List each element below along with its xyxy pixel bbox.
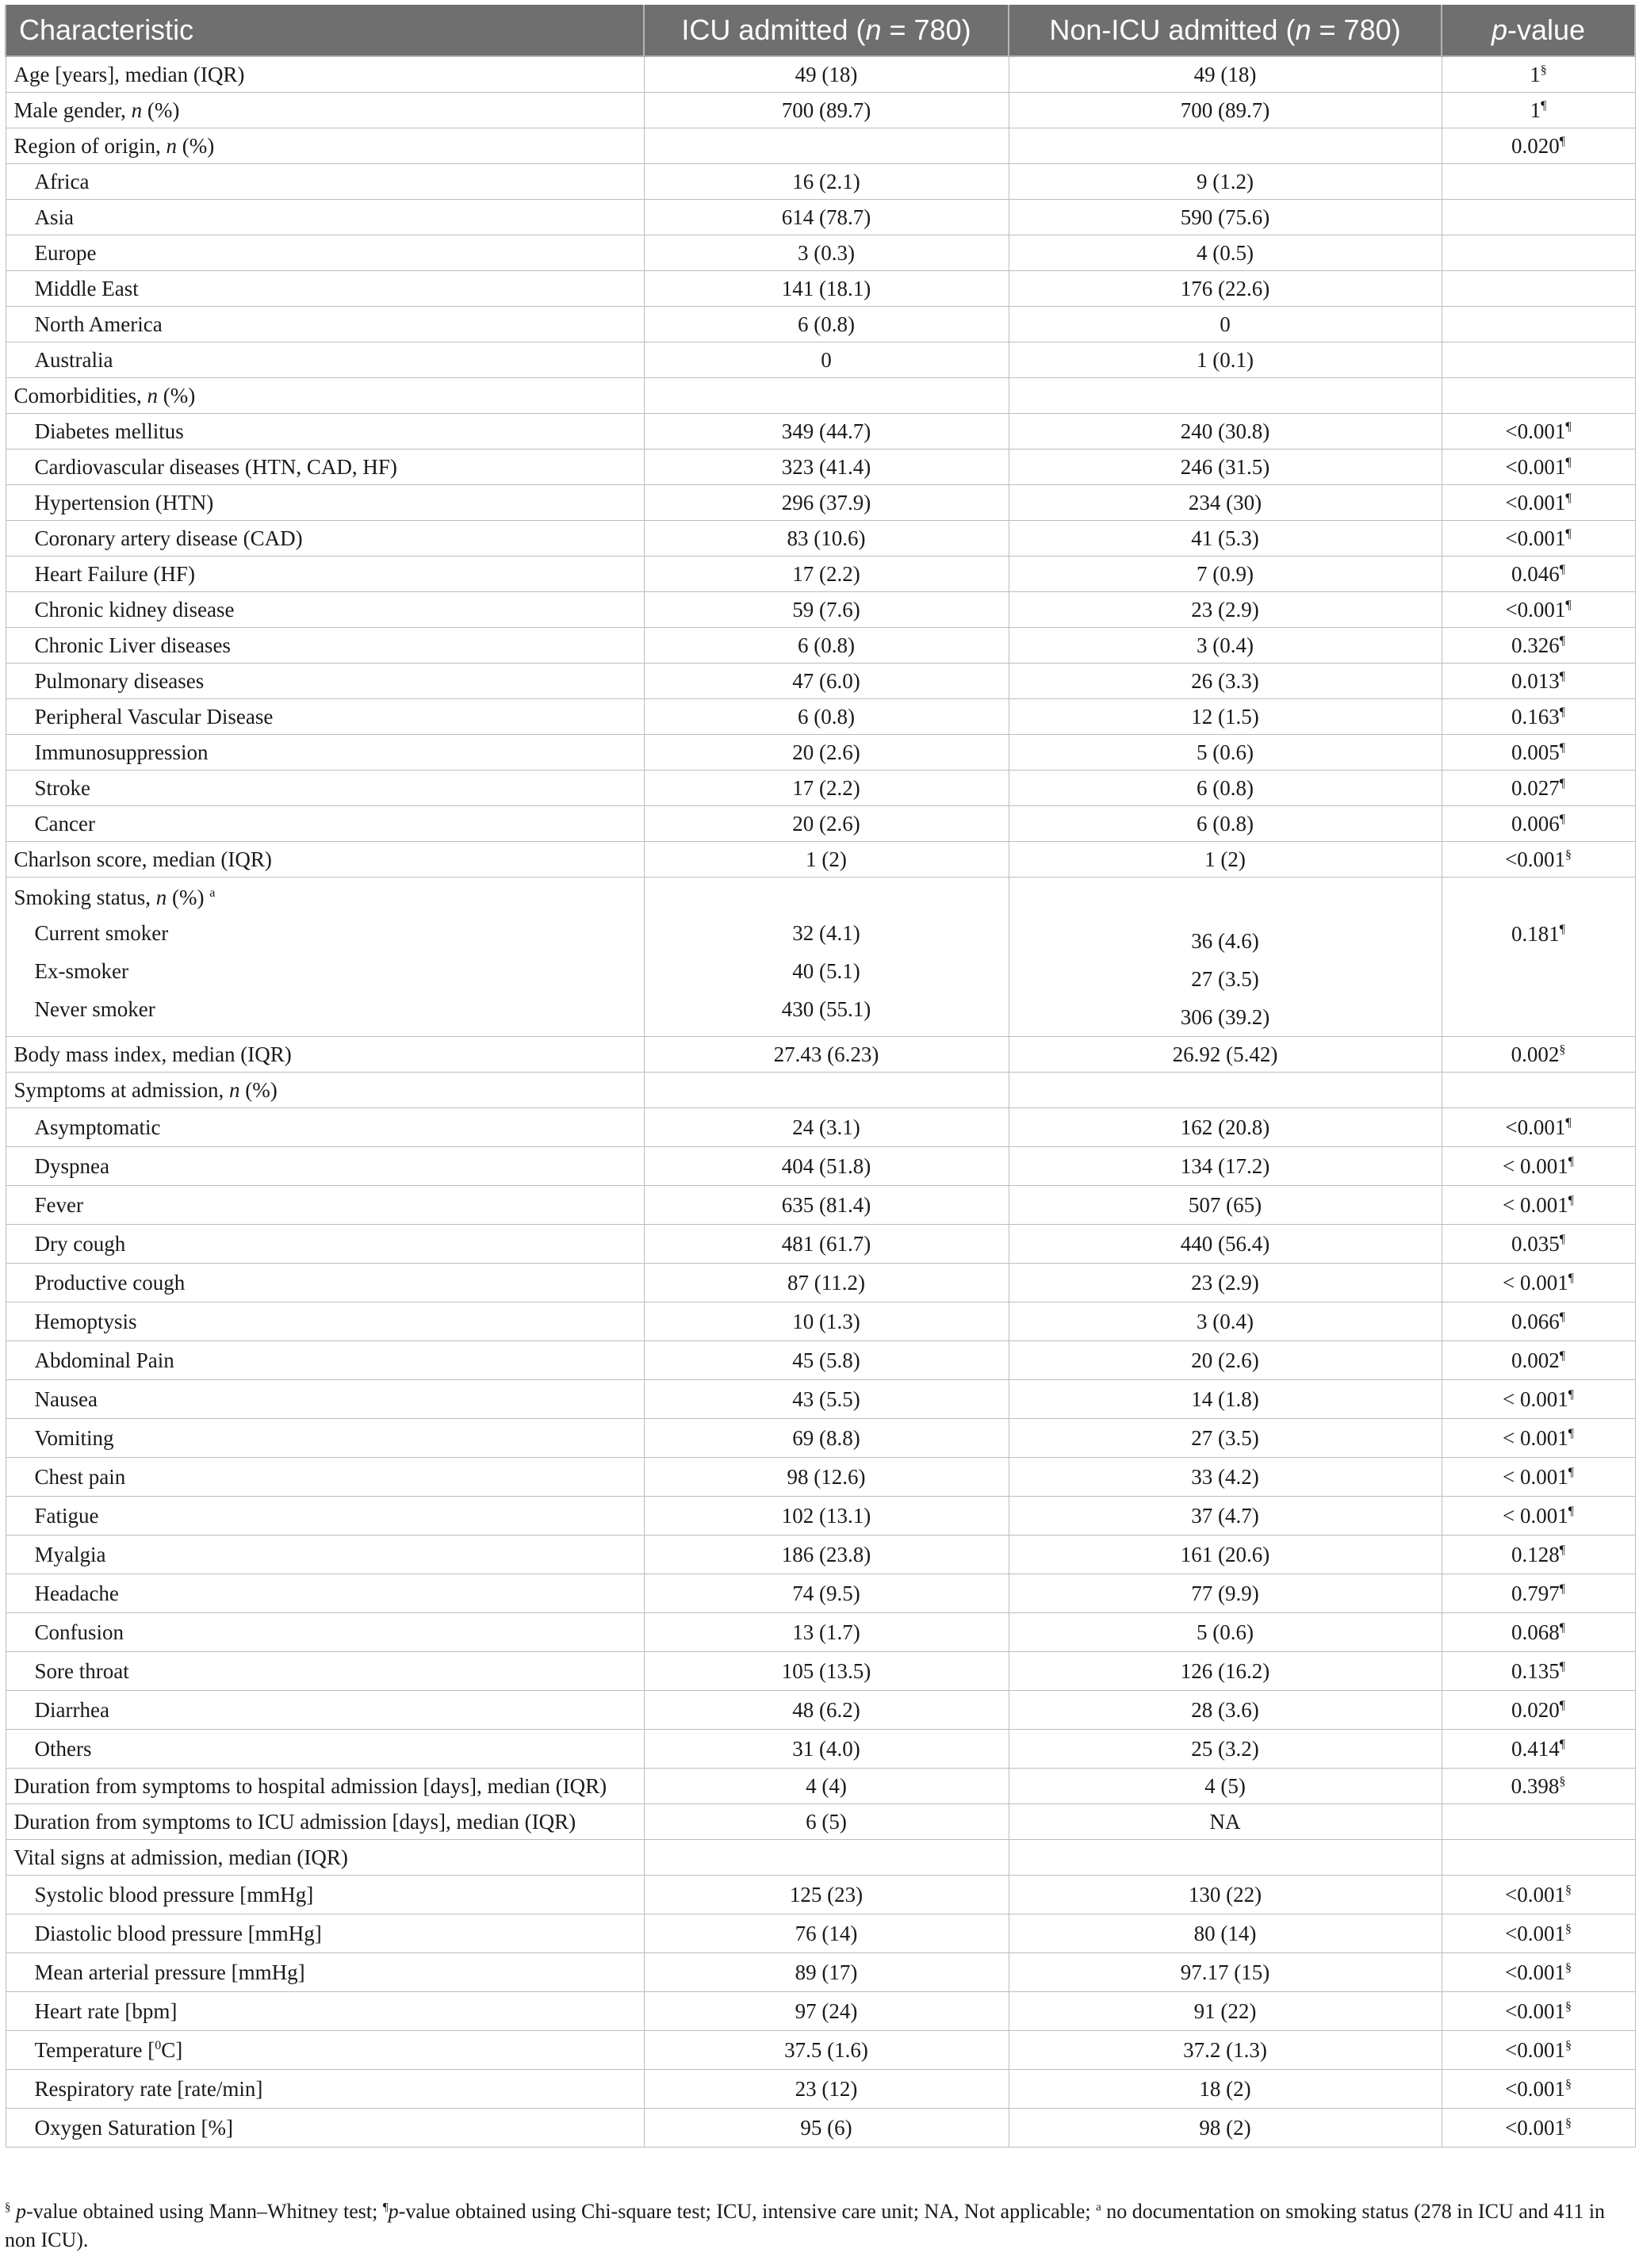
p-value: 0.005¶ bbox=[1442, 735, 1635, 771]
smoking-non-icu: 36 (4.6) bbox=[1191, 929, 1259, 953]
row-label: Cancer bbox=[6, 806, 644, 842]
comorbidity-row bbox=[6, 806, 1635, 842]
icu-value: 105 (13.5) bbox=[644, 1652, 1009, 1691]
non-icu-value: 80 (14) bbox=[1009, 1914, 1442, 1953]
non-icu-value: 5 (0.6) bbox=[1009, 735, 1442, 771]
non-icu-value bbox=[1009, 378, 1442, 414]
symptom-row bbox=[6, 1147, 1635, 1186]
row-label: Respiratory rate [rate/min] bbox=[6, 2070, 644, 2109]
comorbidity-row bbox=[6, 664, 1635, 699]
icu-value: 323 (41.4) bbox=[644, 449, 1009, 485]
icu-value: 614 (78.7) bbox=[644, 200, 1009, 235]
icu-value: 98 (12.6) bbox=[644, 1458, 1009, 1497]
p-value bbox=[1442, 307, 1635, 342]
row-comorbidities bbox=[6, 378, 1635, 414]
non-icu-value: 14 (1.8) bbox=[1009, 1380, 1442, 1419]
characteristics-table bbox=[5, 5, 1636, 2148]
row-label: North America bbox=[6, 307, 644, 342]
comorbidity-row bbox=[6, 485, 1635, 521]
non-icu-value: 507 (65) bbox=[1009, 1186, 1442, 1225]
row-label: Region of origin, n (%) bbox=[6, 128, 644, 164]
icu-value: 186 (23.8) bbox=[644, 1536, 1009, 1574]
icu-value: 700 (89.7) bbox=[644, 93, 1009, 128]
symptom-row bbox=[6, 1186, 1635, 1225]
non-icu-value: 3 (0.4) bbox=[1009, 628, 1442, 664]
smoking-icu: 430 (55.1) bbox=[781, 997, 871, 1021]
row-label: Vital signs at admission, median (IQR) bbox=[6, 1840, 644, 1876]
p-value: <0.001§ bbox=[1442, 842, 1635, 878]
icu-value bbox=[644, 1840, 1009, 1876]
p-value: < 0.001¶ bbox=[1442, 1380, 1635, 1419]
icu-value: 31 (4.0) bbox=[644, 1730, 1009, 1769]
p-value: <0.001¶ bbox=[1442, 414, 1635, 449]
smoking-label: Never smoker bbox=[34, 997, 155, 1021]
symptom-row bbox=[6, 1652, 1635, 1691]
p-value: 1¶ bbox=[1442, 93, 1635, 128]
icu-value: 13 (1.7) bbox=[644, 1613, 1009, 1652]
row-label: Productive cough bbox=[6, 1264, 644, 1302]
p-value: 0.398§ bbox=[1442, 1769, 1635, 1804]
non-icu-value: 28 (3.6) bbox=[1009, 1691, 1442, 1730]
comorbidity-row bbox=[6, 735, 1635, 771]
icu-value: 17 (2.2) bbox=[644, 771, 1009, 806]
icu-value: 404 (51.8) bbox=[644, 1147, 1009, 1186]
non-icu-value: 26.92 (5.42) bbox=[1009, 1037, 1442, 1073]
table-footnote: § p-value obtained using Mann–Whitney test; ¶p-value obtained using Chi-square test; ICU, intensive care unit; NA, Not applicable; $^a$ no documentation on smoking status (278 in ICU and 411 in non ICU). bbox=[5, 2200, 1606, 2251]
icu-value: 47 (6.0) bbox=[644, 664, 1009, 699]
non-icu-value: 130 (22) bbox=[1009, 1876, 1442, 1914]
icu-value: 45 (5.8) bbox=[644, 1341, 1009, 1380]
symptom-row bbox=[6, 1691, 1635, 1730]
icu-value: 141 (18.1) bbox=[644, 271, 1009, 307]
row-male-gender bbox=[6, 93, 1635, 128]
p-value bbox=[1442, 164, 1635, 200]
non-icu-value: 234 (30) bbox=[1009, 485, 1442, 521]
symptom-row bbox=[6, 1380, 1635, 1419]
icu-value: 0 bbox=[644, 342, 1009, 378]
non-icu-value bbox=[1009, 1073, 1442, 1108]
row-label: Temperature [$^0$C] bbox=[6, 2031, 644, 2070]
p-value: 0.006¶ bbox=[1442, 806, 1635, 842]
icu-value bbox=[644, 1073, 1009, 1108]
smoking-icu-values bbox=[653, 914, 1001, 1028]
p-value: 0.002§ bbox=[1442, 1037, 1635, 1073]
smoking-non-icu: 306 (39.2) bbox=[1180, 1005, 1270, 1029]
non-icu-value: 23 (2.9) bbox=[1009, 1264, 1442, 1302]
row-charlson bbox=[6, 842, 1635, 878]
row-label: Sore throat bbox=[6, 1652, 644, 1691]
icu-value: 59 (7.6) bbox=[644, 592, 1009, 628]
icu-value: 97 (24) bbox=[644, 1992, 1009, 2031]
row-label: Duration from symptoms to ICU admission [days], median (IQR) bbox=[6, 1804, 644, 1840]
smoking-label: Current smoker bbox=[34, 921, 169, 945]
p-value: < 0.001¶ bbox=[1442, 1419, 1635, 1458]
vital-sign-row bbox=[6, 1953, 1635, 1992]
row-label: Africa bbox=[6, 164, 644, 200]
non-icu-value: 23 (2.9) bbox=[1009, 592, 1442, 628]
non-icu-value: 12 (1.5) bbox=[1009, 699, 1442, 735]
non-icu-value: 162 (20.8) bbox=[1009, 1108, 1442, 1147]
row-label: Coronary artery disease (CAD) bbox=[6, 521, 644, 556]
p-value: <0.001§ bbox=[1442, 2031, 1635, 2070]
row-label: Hypertension (HTN) bbox=[6, 485, 644, 521]
non-icu-value: 25 (3.2) bbox=[1009, 1730, 1442, 1769]
non-icu-value: 27 (3.5) bbox=[1009, 1419, 1442, 1458]
vital-sign-row bbox=[6, 2070, 1635, 2109]
row-label: Dyspnea bbox=[6, 1147, 644, 1186]
row-label: Asymptomatic bbox=[6, 1108, 644, 1147]
row-label: Symptoms at admission, n (%) bbox=[6, 1073, 644, 1108]
comorbidity-row bbox=[6, 699, 1635, 735]
non-icu-value: 97.17 (15) bbox=[1009, 1953, 1442, 1992]
symptom-row bbox=[6, 1536, 1635, 1574]
p-value: <0.001¶ bbox=[1442, 521, 1635, 556]
p-value: 0.066¶ bbox=[1442, 1302, 1635, 1341]
comorbidity-row bbox=[6, 628, 1635, 664]
icu-value: 10 (1.3) bbox=[644, 1302, 1009, 1341]
p-value: 0.163¶ bbox=[1442, 699, 1635, 735]
icu-value: 20 (2.6) bbox=[644, 735, 1009, 771]
row-label: Body mass index, median (IQR) bbox=[6, 1037, 644, 1073]
row-label: Chest pain bbox=[6, 1458, 644, 1497]
symptom-row bbox=[6, 1574, 1635, 1613]
icu-value: 6 (0.8) bbox=[644, 628, 1009, 664]
row-label: Headache bbox=[6, 1574, 644, 1613]
region-item-row bbox=[6, 271, 1635, 307]
symptom-row bbox=[6, 1497, 1635, 1536]
row-label: Middle East bbox=[6, 271, 644, 307]
non-icu-value: 20 (2.6) bbox=[1009, 1341, 1442, 1380]
icu-value: 37.5 (1.6) bbox=[644, 2031, 1009, 2070]
p-value: <0.001¶ bbox=[1442, 1108, 1635, 1147]
row-region bbox=[6, 128, 1635, 164]
row-label: Diarrhea bbox=[6, 1691, 644, 1730]
p-value bbox=[1442, 342, 1635, 378]
comorbidity-row bbox=[6, 449, 1635, 485]
row-label: Male gender, n (%) bbox=[6, 93, 644, 128]
header-icu: ICU admitted (n = 780) bbox=[644, 5, 1009, 56]
row-label: Comorbidities, n (%) bbox=[6, 378, 644, 414]
icu-value: 6 (0.8) bbox=[644, 699, 1009, 735]
icu-value: 481 (61.7) bbox=[644, 1225, 1009, 1264]
p-value: 0.002¶ bbox=[1442, 1341, 1635, 1380]
row-label: Duration from symptoms to hospital admission [days], median (IQR) bbox=[6, 1769, 644, 1804]
p-value: <0.001§ bbox=[1442, 2070, 1635, 2109]
symptom-row bbox=[6, 1730, 1635, 1769]
icu-value: 349 (44.7) bbox=[644, 414, 1009, 449]
row-label: Hemoptysis bbox=[6, 1302, 644, 1341]
icu-value: 89 (17) bbox=[644, 1953, 1009, 1992]
non-icu-value: 3 (0.4) bbox=[1009, 1302, 1442, 1341]
row-label: Abdominal Pain bbox=[6, 1341, 644, 1380]
non-icu-value: 1 (0.1) bbox=[1009, 342, 1442, 378]
p-value bbox=[1442, 1840, 1635, 1876]
icu-value: 76 (14) bbox=[644, 1914, 1009, 1953]
region-item-row bbox=[6, 307, 1635, 342]
icu-value: 27.43 (6.23) bbox=[644, 1037, 1009, 1073]
symptom-row bbox=[6, 1225, 1635, 1264]
non-icu-value: 37 (4.7) bbox=[1009, 1497, 1442, 1536]
p-value: 0.013¶ bbox=[1442, 664, 1635, 699]
p-value: 1§ bbox=[1442, 56, 1635, 93]
comorbidity-row bbox=[6, 414, 1635, 449]
header-characteristic: Characteristic bbox=[6, 5, 644, 56]
p-value: <0.001§ bbox=[1442, 2109, 1635, 2148]
p-value: 0.068¶ bbox=[1442, 1613, 1635, 1652]
non-icu-value: 0 bbox=[1009, 307, 1442, 342]
non-icu-value: 18 (2) bbox=[1009, 2070, 1442, 2109]
row-label: Chronic Liver diseases bbox=[6, 628, 644, 664]
icu-value: 48 (6.2) bbox=[644, 1691, 1009, 1730]
symptom-row bbox=[6, 1419, 1635, 1458]
non-icu-value: 6 (0.8) bbox=[1009, 806, 1442, 842]
non-icu-value: 4 (5) bbox=[1009, 1769, 1442, 1804]
row-label: Chronic kidney disease bbox=[6, 592, 644, 628]
row-label: Heart rate [bpm] bbox=[6, 1992, 644, 2031]
row-label: Europe bbox=[6, 235, 644, 271]
row-label: Systolic blood pressure [mmHg] bbox=[6, 1876, 644, 1914]
icu-value: 6 (5) bbox=[644, 1804, 1009, 1840]
non-icu-value: 6 (0.8) bbox=[1009, 771, 1442, 806]
p-value: <0.001§ bbox=[1442, 1876, 1635, 1914]
non-icu-value bbox=[1009, 128, 1442, 164]
non-icu-value: 98 (2) bbox=[1009, 2109, 1442, 2148]
icu-value: 635 (81.4) bbox=[644, 1186, 1009, 1225]
smoking-header: Smoking status, n (%) $^a$ bbox=[13, 885, 216, 909]
header-non-icu: Non-ICU admitted (n = 780) bbox=[1009, 5, 1442, 56]
icu-value: 3 (0.3) bbox=[644, 235, 1009, 271]
icu-value: 43 (5.5) bbox=[644, 1380, 1009, 1419]
icu-value: 95 (6) bbox=[644, 2109, 1009, 2148]
non-icu-value: 37.2 (1.3) bbox=[1009, 2031, 1442, 2070]
p-value bbox=[1442, 1073, 1635, 1108]
row-label: Cardiovascular diseases (HTN, CAD, HF) bbox=[6, 449, 644, 485]
smoking-non-icu: 27 (3.5) bbox=[1191, 967, 1259, 991]
p-value: 0.135¶ bbox=[1442, 1652, 1635, 1691]
region-item-row bbox=[6, 342, 1635, 378]
p-value: <0.001¶ bbox=[1442, 592, 1635, 628]
p-value: 0.020¶ bbox=[1442, 1691, 1635, 1730]
icu-value: 74 (9.5) bbox=[644, 1574, 1009, 1613]
p-value: <0.001¶ bbox=[1442, 449, 1635, 485]
row-label bbox=[6, 878, 644, 1037]
icu-value: 1 (2) bbox=[644, 842, 1009, 878]
p-value: 0.027¶ bbox=[1442, 771, 1635, 806]
non-icu-value: 9 (1.2) bbox=[1009, 164, 1442, 200]
row-label: Others bbox=[6, 1730, 644, 1769]
non-icu-value: 91 (22) bbox=[1009, 1992, 1442, 2031]
vital-sign-row bbox=[6, 1992, 1635, 2031]
icu-value: 49 (18) bbox=[644, 56, 1009, 93]
p-value bbox=[1442, 378, 1635, 414]
row-label: Peripheral Vascular Disease bbox=[6, 699, 644, 735]
row-smoking-status bbox=[6, 878, 1635, 1037]
icu-value: 16 (2.1) bbox=[644, 164, 1009, 200]
non-icu-value: 240 (30.8) bbox=[1009, 414, 1442, 449]
non-icu-value: 246 (31.5) bbox=[1009, 449, 1442, 485]
non-icu-value: 41 (5.3) bbox=[1009, 521, 1442, 556]
comorbidity-row bbox=[6, 592, 1635, 628]
non-icu-value: 1 (2) bbox=[1009, 842, 1442, 878]
row-label: Diastolic blood pressure [mmHg] bbox=[6, 1914, 644, 1953]
symptom-row bbox=[6, 1613, 1635, 1652]
row-vital-signs bbox=[6, 1840, 1635, 1876]
icu-value: 87 (11.2) bbox=[644, 1264, 1009, 1302]
icu-value: 4 (4) bbox=[644, 1769, 1009, 1804]
smoking-labels bbox=[14, 914, 636, 1028]
row-symptoms bbox=[6, 1073, 1635, 1108]
row-label: Dry cough bbox=[6, 1225, 644, 1264]
p-value bbox=[1442, 235, 1635, 271]
non-icu-value: 440 (56.4) bbox=[1009, 1225, 1442, 1264]
icu-value: 296 (37.9) bbox=[644, 485, 1009, 521]
header-p-value: p-value bbox=[1442, 5, 1635, 56]
row-label: Australia bbox=[6, 342, 644, 378]
p-value: 0.326¶ bbox=[1442, 628, 1635, 664]
vital-sign-row bbox=[6, 1914, 1635, 1953]
icu-value: 125 (23) bbox=[644, 1876, 1009, 1914]
symptom-row bbox=[6, 1264, 1635, 1302]
row-bmi bbox=[6, 1037, 1635, 1073]
vital-sign-row bbox=[6, 1876, 1635, 1914]
p-value: 0.797¶ bbox=[1442, 1574, 1635, 1613]
smoking-icu: 32 (4.1) bbox=[792, 921, 860, 945]
row-label: Asia bbox=[6, 200, 644, 235]
region-item-row bbox=[6, 235, 1635, 271]
symptom-row bbox=[6, 1458, 1635, 1497]
non-icu-value: 77 (9.9) bbox=[1009, 1574, 1442, 1613]
non-icu-value bbox=[1009, 878, 1442, 1037]
non-icu-value bbox=[1009, 1840, 1442, 1876]
comorbidity-row bbox=[6, 771, 1635, 806]
p-value: < 0.001¶ bbox=[1442, 1458, 1635, 1497]
row-label: Pulmonary diseases bbox=[6, 664, 644, 699]
p-value: <0.001§ bbox=[1442, 1953, 1635, 1992]
row-label: Heart Failure (HF) bbox=[6, 556, 644, 592]
non-icu-value: NA bbox=[1009, 1804, 1442, 1840]
non-icu-value: 590 (75.6) bbox=[1009, 200, 1442, 235]
header-row bbox=[6, 5, 1635, 56]
non-icu-value: 176 (22.6) bbox=[1009, 271, 1442, 307]
p-value: <0.001§ bbox=[1442, 1914, 1635, 1953]
p-value: < 0.001¶ bbox=[1442, 1186, 1635, 1225]
p-value: < 0.001¶ bbox=[1442, 1147, 1635, 1186]
row-label: Vomiting bbox=[6, 1419, 644, 1458]
non-icu-value: 4 (0.5) bbox=[1009, 235, 1442, 271]
row-label: Oxygen Saturation [%] bbox=[6, 2109, 644, 2148]
non-icu-value: 126 (16.2) bbox=[1009, 1652, 1442, 1691]
row-duration-hospital bbox=[6, 1769, 1635, 1804]
comorbidity-row bbox=[6, 556, 1635, 592]
icu-value bbox=[644, 878, 1009, 1037]
icu-value: 69 (8.8) bbox=[644, 1419, 1009, 1458]
non-icu-value: 161 (20.6) bbox=[1009, 1536, 1442, 1574]
p-value: 0.035¶ bbox=[1442, 1225, 1635, 1264]
icu-value: 83 (10.6) bbox=[644, 521, 1009, 556]
row-label: Fever bbox=[6, 1186, 644, 1225]
row-label: Stroke bbox=[6, 771, 644, 806]
p-value: 0.128¶ bbox=[1442, 1536, 1635, 1574]
p-value: 0.020¶ bbox=[1442, 128, 1635, 164]
p-value: <0.001§ bbox=[1442, 1992, 1635, 2031]
icu-value: 24 (3.1) bbox=[644, 1108, 1009, 1147]
row-label: Age [years], median (IQR) bbox=[6, 56, 644, 93]
vital-sign-row bbox=[6, 2109, 1635, 2148]
smoking-label: Ex-smoker bbox=[34, 959, 128, 983]
row-label: Charlson score, median (IQR) bbox=[6, 842, 644, 878]
symptom-row bbox=[6, 1341, 1635, 1380]
row-label: Fatigue bbox=[6, 1497, 644, 1536]
non-icu-value: 26 (3.3) bbox=[1009, 664, 1442, 699]
non-icu-value: 5 (0.6) bbox=[1009, 1613, 1442, 1652]
p-value: < 0.001¶ bbox=[1442, 1497, 1635, 1536]
icu-value: 17 (2.2) bbox=[644, 556, 1009, 592]
non-icu-value: 33 (4.2) bbox=[1009, 1458, 1442, 1497]
p-value bbox=[1442, 200, 1635, 235]
icu-value: 23 (12) bbox=[644, 2070, 1009, 2109]
non-icu-value: 134 (17.2) bbox=[1009, 1147, 1442, 1186]
p-value: < 0.001¶ bbox=[1442, 1264, 1635, 1302]
p-value: 0.181¶ bbox=[1442, 878, 1635, 1037]
row-label: Immunosuppression bbox=[6, 735, 644, 771]
row-label: Confusion bbox=[6, 1613, 644, 1652]
p-value: 0.414¶ bbox=[1442, 1730, 1635, 1769]
symptom-row bbox=[6, 1108, 1635, 1147]
row-label: Myalgia bbox=[6, 1536, 644, 1574]
smoking-icu: 40 (5.1) bbox=[792, 959, 860, 983]
non-icu-value: 49 (18) bbox=[1009, 56, 1442, 93]
non-icu-value: 7 (0.9) bbox=[1009, 556, 1442, 592]
row-label: Mean arterial pressure [mmHg] bbox=[6, 1953, 644, 1992]
region-item-row bbox=[6, 200, 1635, 235]
p-value bbox=[1442, 1804, 1635, 1840]
p-value: <0.001¶ bbox=[1442, 485, 1635, 521]
row-label: Nausea bbox=[6, 1380, 644, 1419]
icu-value: 102 (13.1) bbox=[644, 1497, 1009, 1536]
region-item-row bbox=[6, 164, 1635, 200]
smoking-non-icu-values bbox=[1017, 922, 1434, 1036]
icu-value bbox=[644, 378, 1009, 414]
row-label: Diabetes mellitus bbox=[6, 414, 644, 449]
comorbidity-row bbox=[6, 521, 1635, 556]
symptom-row bbox=[6, 1302, 1635, 1341]
icu-value bbox=[644, 128, 1009, 164]
row-age bbox=[6, 56, 1635, 93]
p-value: 0.046¶ bbox=[1442, 556, 1635, 592]
p-value bbox=[1442, 271, 1635, 307]
icu-value: 6 (0.8) bbox=[644, 307, 1009, 342]
row-duration-icu bbox=[6, 1804, 1635, 1840]
vital-sign-row bbox=[6, 2031, 1635, 2070]
icu-value: 20 (2.6) bbox=[644, 806, 1009, 842]
non-icu-value: 700 (89.7) bbox=[1009, 93, 1442, 128]
